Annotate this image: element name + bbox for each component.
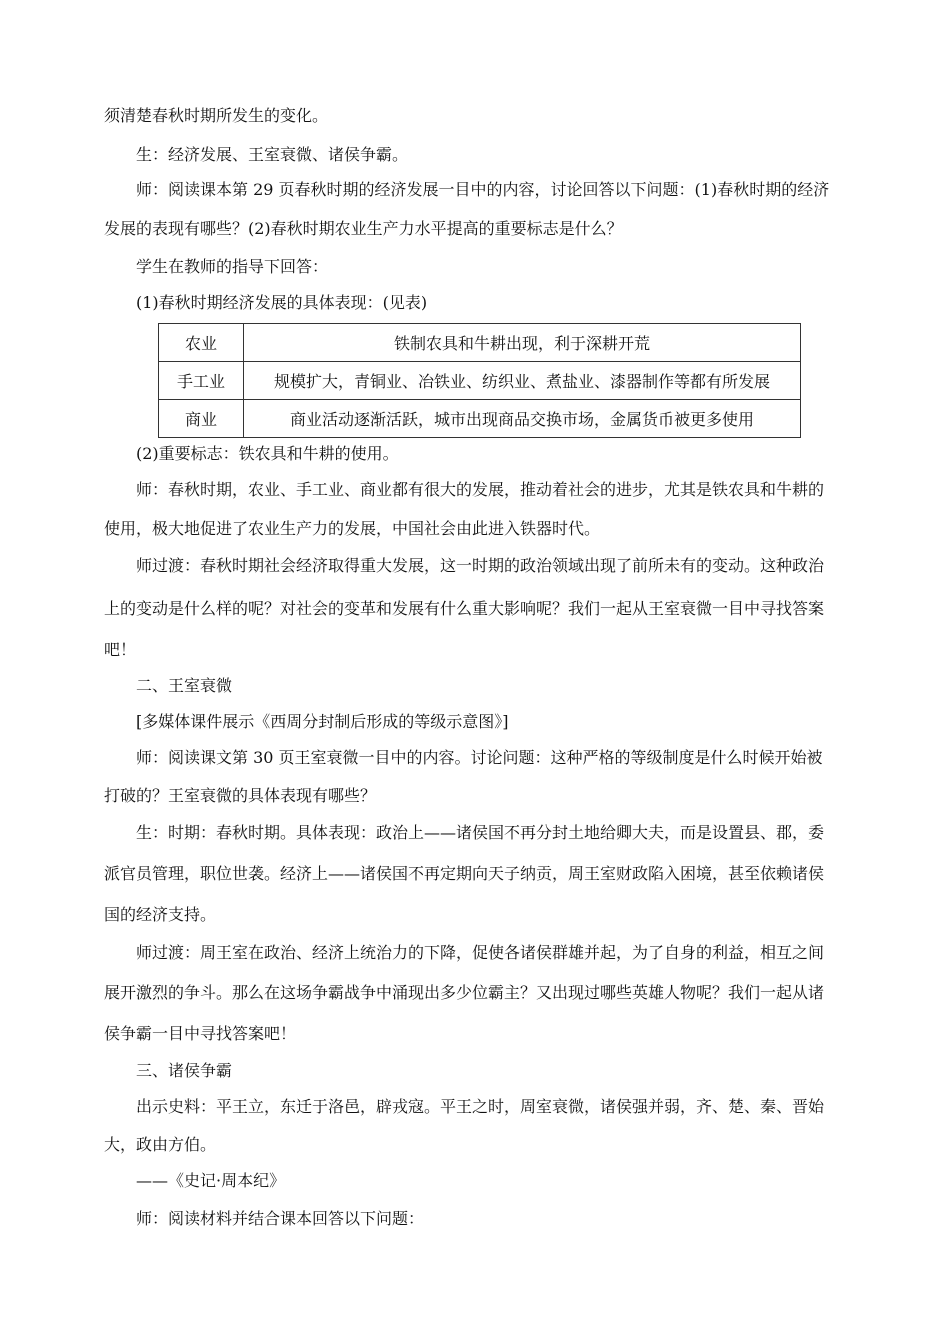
- section-heading: 三、诸侯争霸: [136, 1061, 233, 1080]
- content-cell: 商业活动逐渐活跃，城市出现商品交换市场，金属货币被更多使用: [244, 400, 801, 438]
- paragraph-line: 展开激烈的争斗。那么在这场争霸战争中涌现出多少位霸主？又出现过哪些英雄人物呢？我们一起从诸: [104, 983, 825, 1002]
- paragraph-line: 师：阅读课本第 29 页春秋时期的经济发展一目中的内容，讨论回答以下问题：(1)春秋时期的经济: [136, 180, 830, 199]
- paragraph-line: 上的变动是什么样的呢？对社会的变革和发展有什么重大影响呢？我们一起从王室衰微一目中寻找答案: [104, 599, 825, 618]
- table-row: [159, 400, 801, 438]
- paragraph-line: 师过渡：春秋时期社会经济取得重大发展，这一时期的政治领域出现了前所未有的变动。这种政治: [136, 556, 825, 575]
- source-citation: ——《史记·周本纪》: [136, 1171, 286, 1190]
- paragraph-line: 师过渡：周王室在政治、经济上统治力的下降，促使各诸侯群雄并起，为了自身的利益，相互之间: [136, 943, 825, 962]
- content-cell: 规模扩大，青铜业、冶铁业、纺织业、煮盐业、漆器制作等都有所发展: [244, 362, 801, 400]
- economy-table: [158, 323, 801, 438]
- paragraph-line: 师：阅读课文第 30 页王室衰微一目中的内容。讨论问题：这种严格的等级制度是什么时候开始被: [136, 748, 823, 767]
- sector-cell: 手工业: [159, 362, 244, 400]
- paragraph-line: 生：经济发展、王室衰微、诸侯争霸。: [136, 145, 409, 164]
- paragraph-line: 须清楚春秋时期所发生的变化。: [104, 106, 329, 125]
- sector-cell: 农业: [159, 324, 244, 362]
- content-cell: 铁制农具和牛耕出现，利于深耕开荒: [244, 324, 801, 362]
- paragraph-line: 使用，极大地促进了农业生产力的发展，中国社会由此进入铁器时代。: [104, 519, 601, 538]
- paragraph-line: 大，政由方伯。: [104, 1135, 217, 1154]
- paragraph-line: (1)春秋时期经济发展的具体表现：(见表): [136, 293, 428, 312]
- paragraph-line: 师：阅读材料并结合课本回答以下问题：: [136, 1209, 425, 1228]
- table-row: [159, 324, 801, 362]
- paragraph-line: 侯争霸一目中寻找答案吧！: [104, 1024, 297, 1043]
- paragraph-line: 吧！: [104, 640, 137, 659]
- paragraph-line: 国的经济支持。: [104, 905, 217, 924]
- paragraph-line: 打破的？王室衰微的具体表现有哪些？: [104, 786, 377, 805]
- paragraph-line: 师：春秋时期，农业、手工业、商业都有很大的发展，推动着社会的进步，尤其是铁农具和牛耕的: [136, 480, 825, 499]
- section-heading: 二、王室衰微: [136, 676, 233, 695]
- paragraph-line: 学生在教师的指导下回答：: [136, 257, 329, 276]
- paragraph-line: (2)重要标志：铁农具和牛耕的使用。: [136, 444, 399, 463]
- paragraph-line: [多媒体课件展示《西周分封制后形成的等级示意图》]: [136, 712, 509, 731]
- table-row: [159, 362, 801, 400]
- paragraph-line: 派官员管理，职位世袭。经济上——诸侯国不再定期向天子纳贡，周王室财政陷入困境，甚至依赖诸侯: [104, 864, 825, 883]
- paragraph-line: 生：时期：春秋时期。具体表现：政治上——诸侯国不再分封土地给卿大夫，而是设置县、郡，委: [136, 823, 825, 842]
- sector-cell: 商业: [159, 400, 244, 438]
- paragraph-line: 发展的表现有哪些？(2)春秋时期农业生产力水平提高的重要标志是什么？: [104, 219, 623, 238]
- paragraph-line: 出示史料：平王立，东迁于洛邑，辟戎寇。平王之时，周室衰微，诸侯强并弱，齐、楚、秦、晋始: [136, 1097, 825, 1116]
